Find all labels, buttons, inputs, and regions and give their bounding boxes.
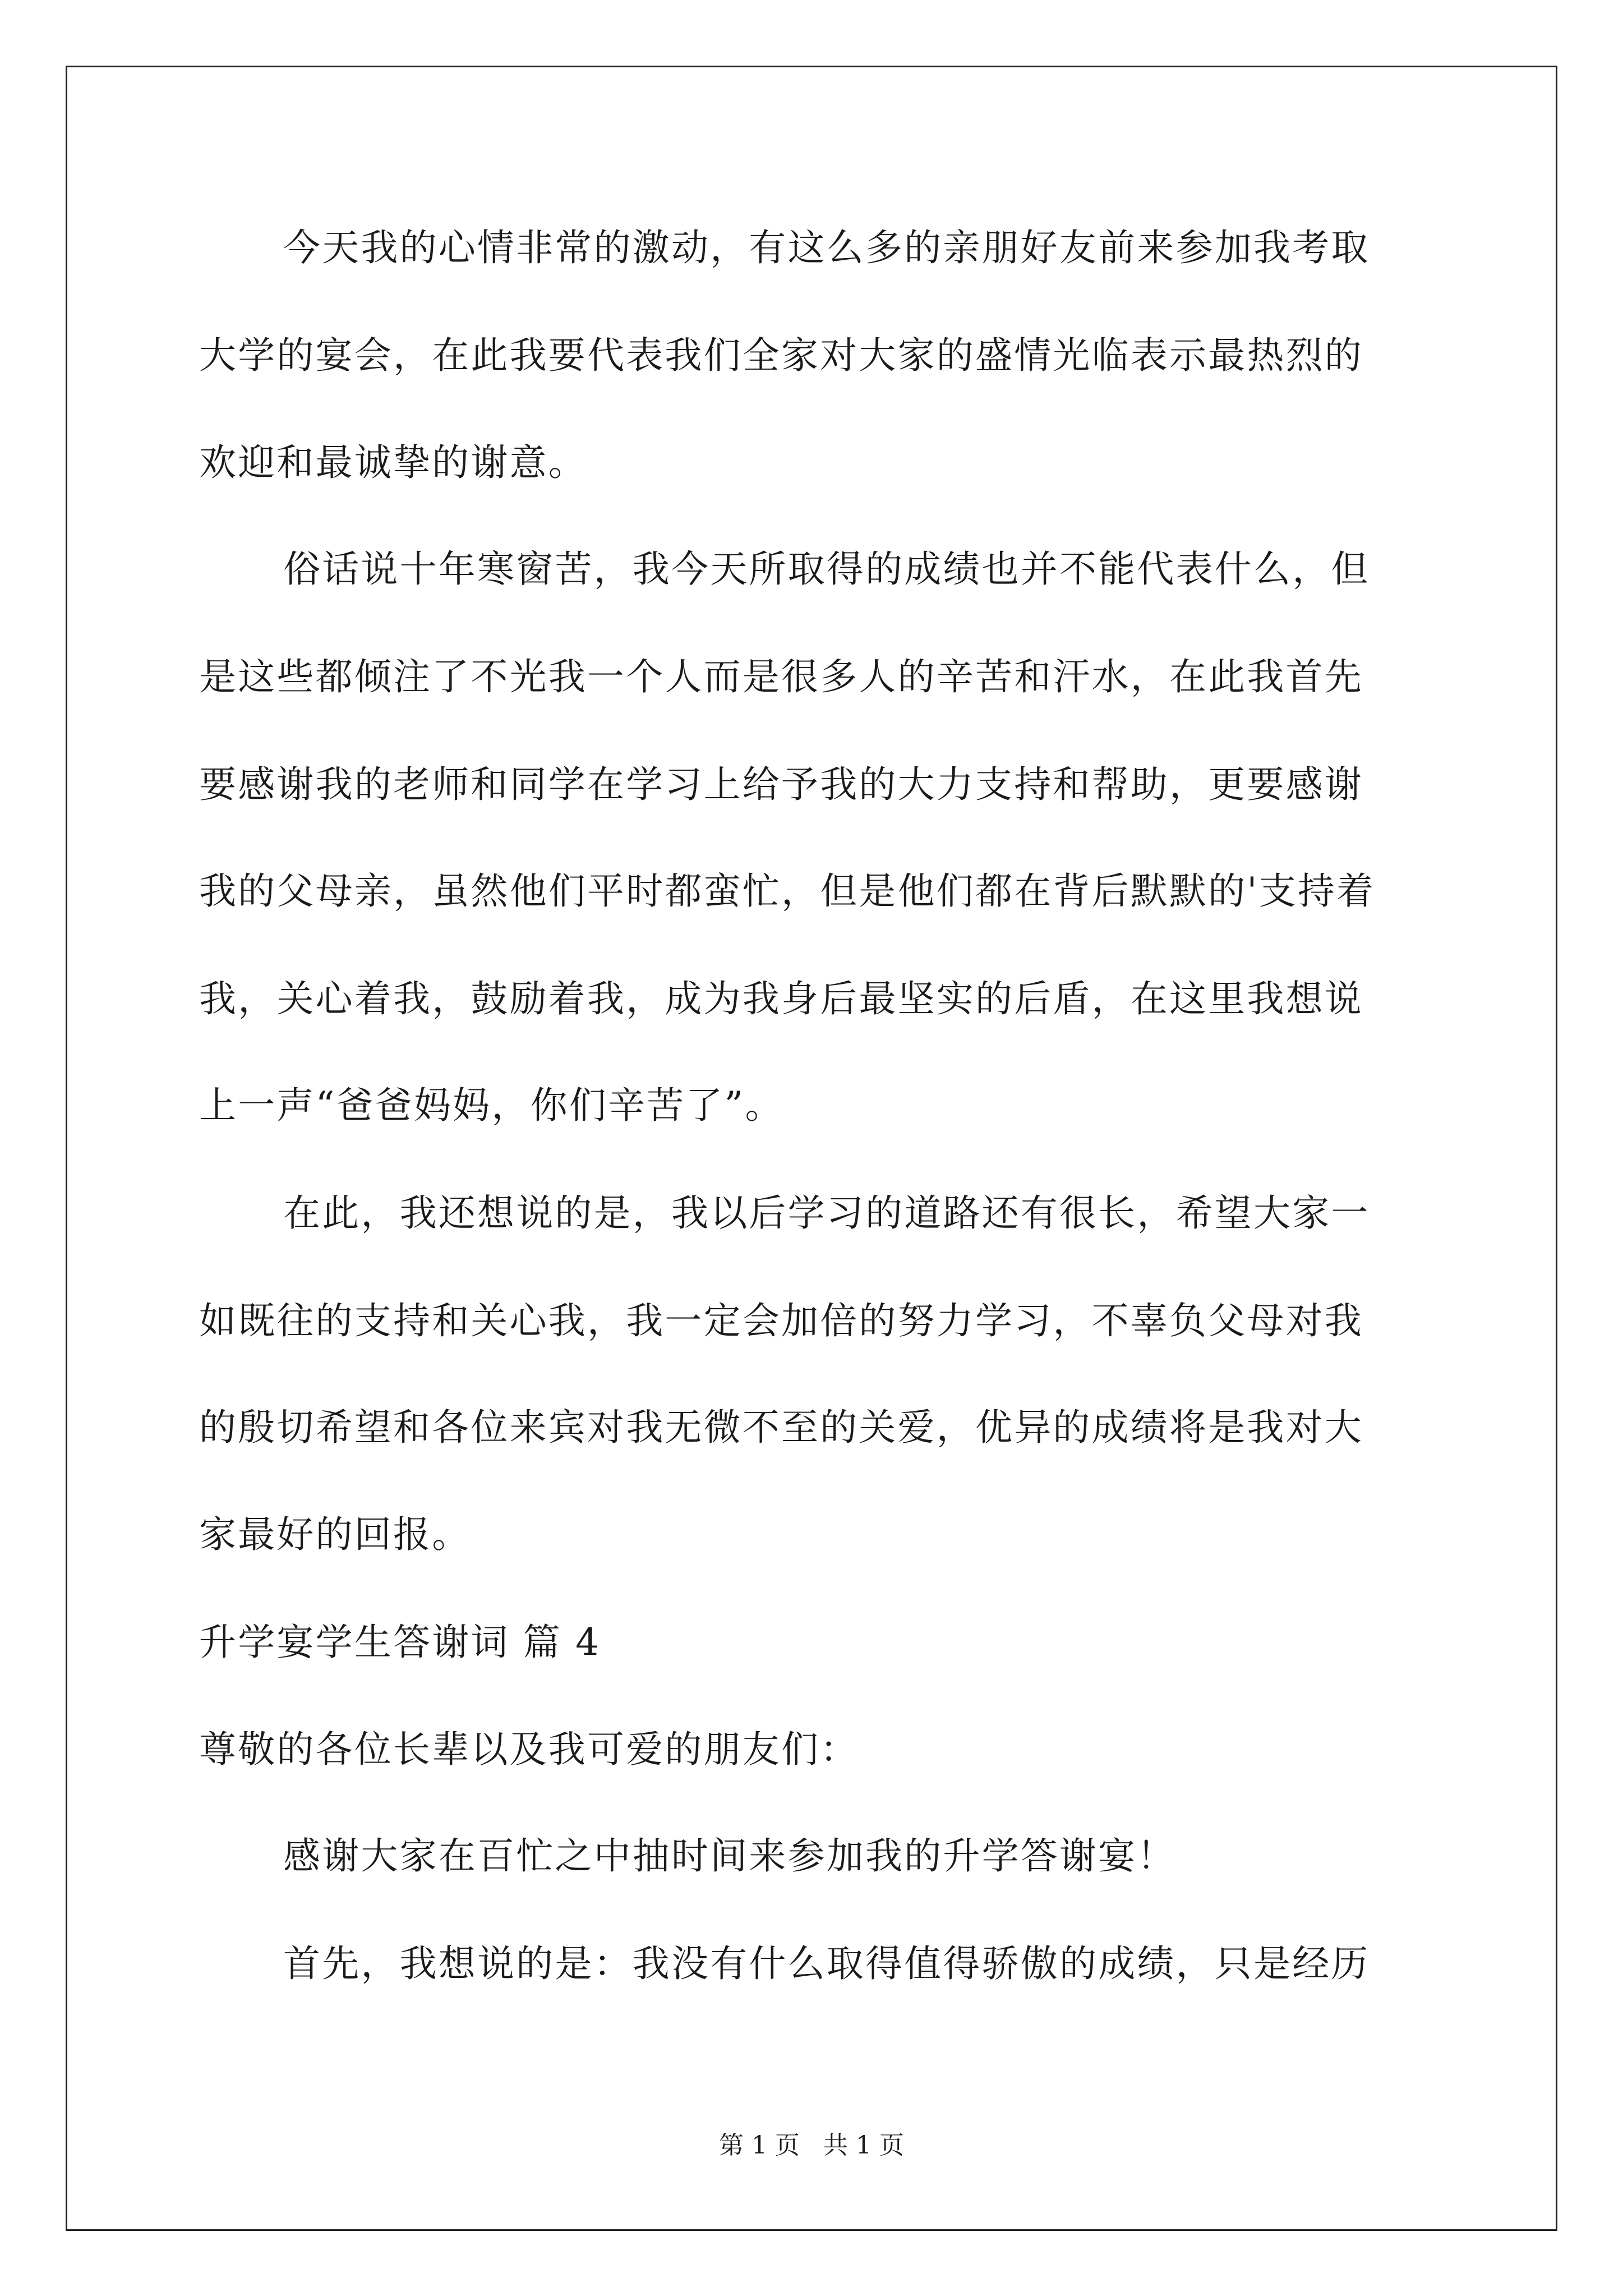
paragraph-3-line-4: 家最好的回报。 bbox=[199, 1513, 471, 1556]
paragraph-3-line-1: 在此，我还想说的是，我以后学习的道路还有很长，希望大家一 bbox=[283, 1191, 1370, 1235]
salutation: 尊敬的各位长辈以及我可爱的朋友们： bbox=[199, 1728, 859, 1771]
paragraph-1-line-1: 今天我的心情非常的激动，有这么多的亲朋好友前来参加我考取 bbox=[283, 226, 1370, 269]
paragraph-1-line-3: 欢迎和最诚挚的谢意。 bbox=[199, 441, 587, 484]
paragraph-2-line-3: 要感谢我的老师和同学在学习上给予我的大力支持和帮助，更要感谢 bbox=[199, 763, 1363, 806]
paragraph-4-line-1: 感谢大家在百忙之中抽时间来参加我的升学答谢宴！ bbox=[283, 1834, 1176, 1878]
paragraph-2-line-4: 我的父母亲，虽然他们平时都蛮忙，但是他们都在背后默默的'支持着 bbox=[199, 869, 1376, 913]
paragraph-2-line-5: 我，关心着我，鼓励着我，成为我身后最坚实的后盾，在这里我想说 bbox=[199, 977, 1363, 1020]
paragraph-2-line-1: 俗话说十年寒窗苦，我今天所取得的成绩也并不能代表什么，但 bbox=[283, 547, 1370, 591]
paragraph-5-line-1: 首先，我想说的是：我没有什么取得值得骄傲的成绩，只是经历 bbox=[283, 1942, 1370, 1985]
paragraph-3-line-2: 如既往的支持和关心我，我一定会加倍的努力学习，不辜负父母对我 bbox=[199, 1299, 1363, 1342]
paragraph-3-line-3: 的殷切希望和各位来宾对我无微不至的关爱，优异的成绩将是我对大 bbox=[199, 1406, 1363, 1449]
paragraph-1-line-2: 大学的宴会，在此我要代表我们全家对大家的盛情光临表示最热烈的 bbox=[199, 334, 1363, 377]
paragraph-2-line-2: 是这些都倾注了不光我一个人而是很多人的辛苦和汗水，在此我首先 bbox=[199, 655, 1363, 698]
page-footer: 第 1 页 共 1 页 bbox=[719, 2131, 904, 2160]
paragraph-2-line-6: 上一声“爸爸妈妈，你们辛苦了”。 bbox=[199, 1084, 784, 1127]
page-border bbox=[66, 66, 1557, 2231]
section-heading: 升学宴学生答谢词 篇 4 bbox=[199, 1621, 601, 1664]
